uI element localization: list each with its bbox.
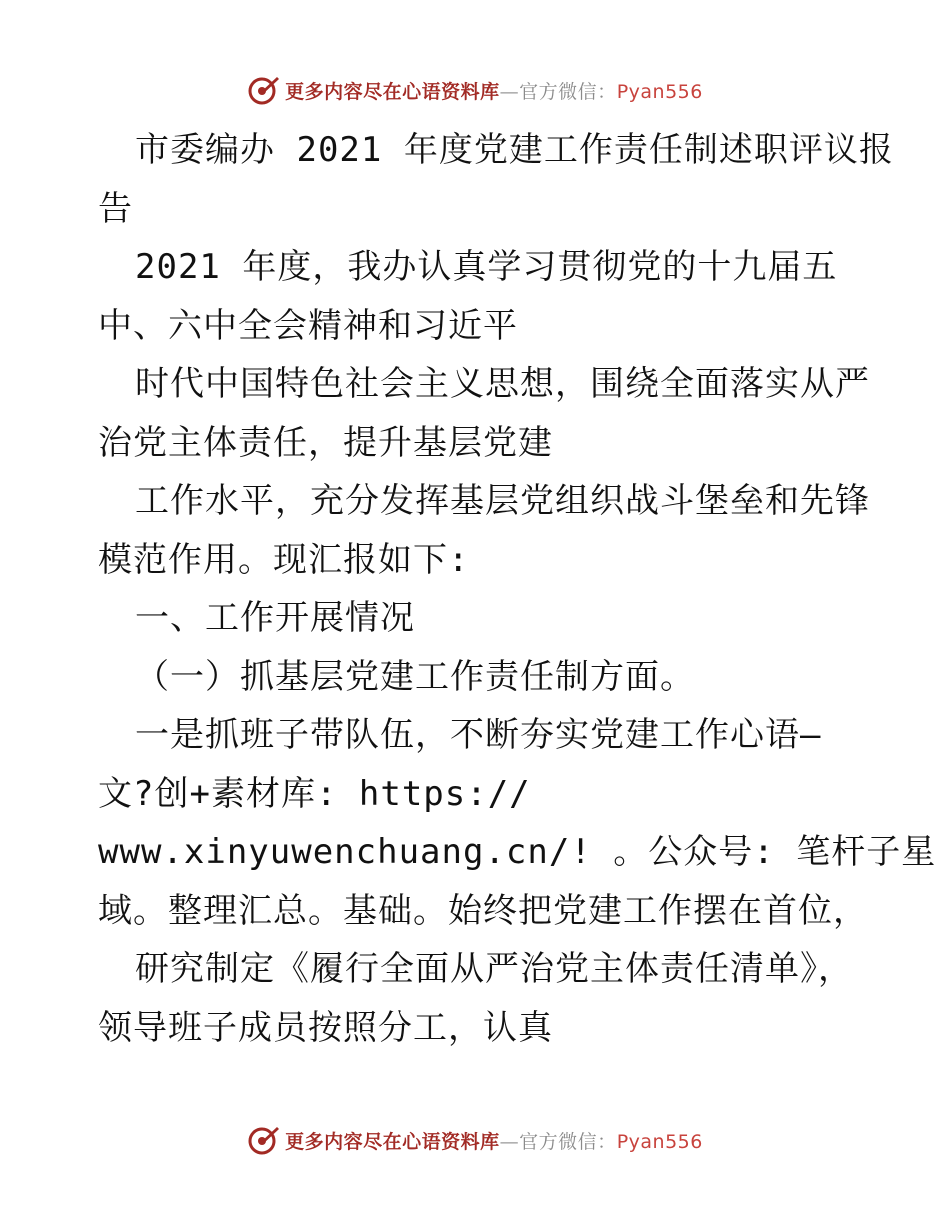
section-heading: 一、工作开展情况 — [135, 598, 415, 638]
banner-wechat-id: Pyan556 — [616, 1130, 703, 1153]
subsection-heading: （一）抓基层党建工作责任制方面。 — [135, 656, 695, 697]
paragraph-line: 工作水平，充分发挥基层党组织战斗堡垒和先锋 — [135, 481, 870, 521]
paragraph-line: 模范作用。现汇报如下: — [98, 539, 470, 580]
banner-text — [285, 1127, 703, 1154]
paragraph-line: 文?创+素材库: https:// — [98, 773, 531, 814]
paragraph-line: 时代中国特色社会主义思想，围绕全面落实从严 — [135, 364, 870, 404]
paragraph-line: 领导班子成员按照分工，认真 — [98, 1007, 553, 1048]
pen-logo-icon — [247, 1123, 281, 1157]
document-body — [98, 121, 937, 1057]
paragraph-line: 研究制定《履行全面从严治党主体责任清单》， — [135, 949, 853, 989]
paragraph-line: 治党主体责任，提升基层党建 — [98, 422, 553, 463]
banner-separator: — — [499, 80, 520, 103]
banner-wechat-id: Pyan556 — [616, 80, 703, 103]
footer-banner — [0, 1120, 950, 1160]
banner-wechat-label: 官方微信： — [519, 1130, 617, 1153]
banner-wechat-label: 官方微信： — [519, 80, 617, 103]
paragraph-line: 中、六中全会精神和习近平 — [98, 305, 518, 346]
document-title-line-2: 告 — [98, 188, 133, 229]
banner-text — [285, 77, 703, 104]
paragraph-line: 一是抓班子带队伍，不断夯实党建工作心语— — [135, 715, 822, 755]
banner-separator: — — [499, 1130, 520, 1153]
paragraph-line: 2021 年度，我办认真学习贯彻党的十九届五 — [135, 247, 838, 287]
document-title-line-1: 市委编办 2021 年度党建工作责任制述职评议报 — [135, 130, 894, 170]
banner-main-text: 更多内容尽在心语资料库 — [285, 80, 500, 103]
banner-main-text: 更多内容尽在心语资料库 — [285, 1130, 500, 1153]
pen-logo-icon — [247, 73, 281, 107]
paragraph-line: www.xinyuwenchuang.cn/! 。公众号: 笔杆子星 — [98, 832, 937, 872]
header-banner — [0, 70, 950, 110]
paragraph-line: 域。整理汇总。基础。始终把党建工作摆在首位， — [98, 890, 868, 931]
